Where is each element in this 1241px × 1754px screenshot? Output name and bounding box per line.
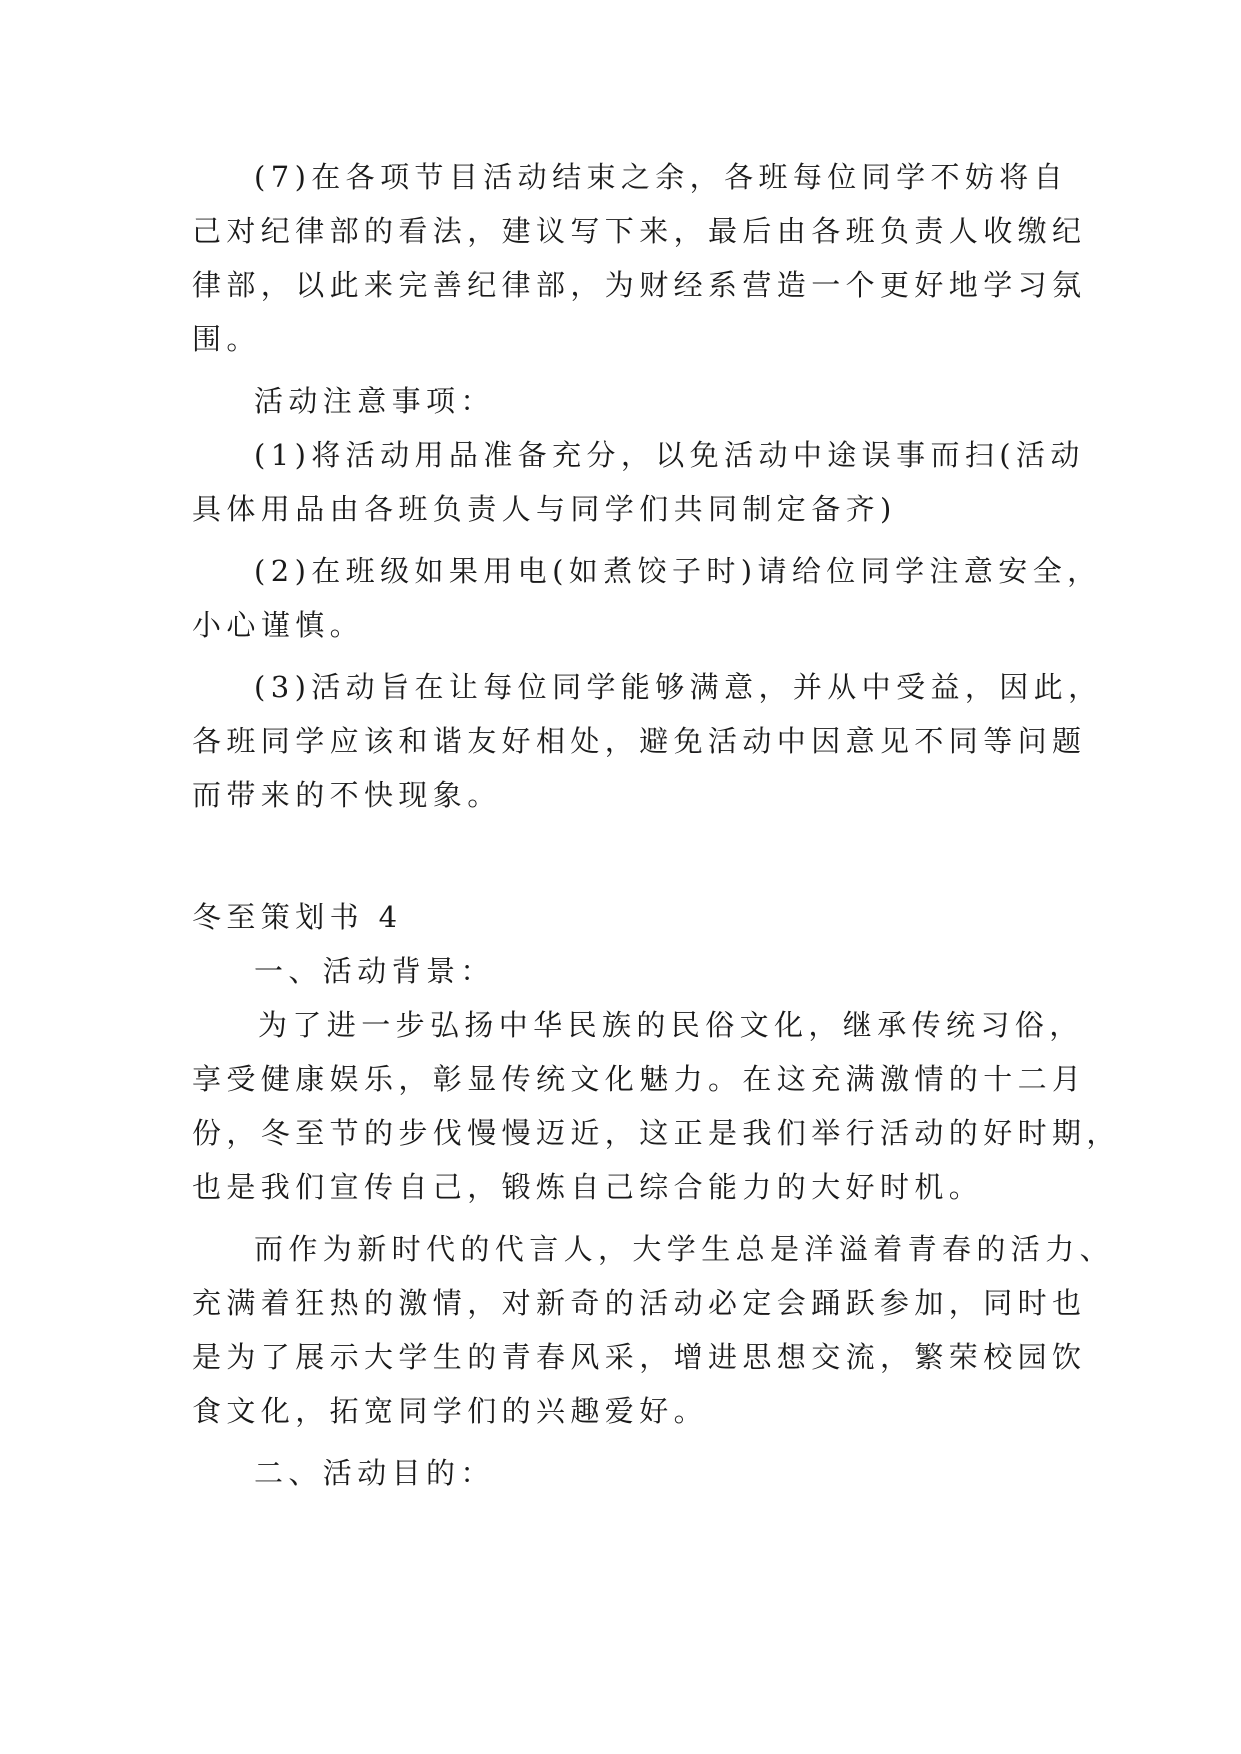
document-body (192, 150, 1121, 1500)
section-title: 冬至策划书 4 (192, 900, 403, 934)
paragraph-line: 也是我们宣传自己，锻炼自己综合能力的大好时机。 (192, 1170, 984, 1204)
background-heading: 一、活动背景： (254, 954, 495, 988)
paragraph-line: 份，冬至节的步伐慢慢迈近，这正是我们举行活动的好时期， (192, 1116, 1121, 1150)
paragraph-line: (2)在班级如果用电(如煮饺子时)请给位同学注意安全， (254, 554, 1102, 588)
paragraph-line: 是为了展示大学生的青春风采，增进思想交流，繁荣校园饮 (192, 1340, 1087, 1374)
paragraph-line: 小心谨慎。 (192, 608, 365, 642)
paragraph-line: 而作为新时代的代言人，大学生总是洋溢着青春的活力、 (254, 1232, 1115, 1266)
paragraph-line: 各班同学应该和谐友好相处，避免活动中因意见不同等问题 (192, 724, 1087, 758)
notice-heading: 活动注意事项： (254, 384, 495, 418)
paragraph-line: 律部，以此来完善纪律部，为财经系营造一个更好地学习氛 (192, 268, 1087, 302)
paragraph-line: 围。 (192, 322, 261, 356)
paragraph-line: (1)将活动用品准备充分，以免活动中途误事而扫(活动 (254, 438, 1085, 472)
paragraph-line: (3)活动旨在让每位同学能够满意，并从中受益，因此， (254, 670, 1103, 704)
paragraph-line: 为了进一步弘扬中华民族的民俗文化，继承传统习俗， (258, 1008, 1084, 1042)
paragraph-line: (7)在各项节目活动结束之余，各班每位同学不妨将自 (254, 160, 1069, 194)
paragraph-line: 己对纪律部的看法，建议写下来，最后由各班负责人收缴纪 (192, 214, 1087, 248)
goal-heading: 二、活动目的： (254, 1456, 495, 1490)
paragraph-line: 食文化，拓宽同学们的兴趣爱好。 (192, 1394, 709, 1428)
paragraph-line: 具体用品由各班负责人与同学们共同制定备齐) (192, 492, 897, 526)
paragraph-line: 充满着狂热的激情，对新奇的活动必定会踊跃参加，同时也 (192, 1286, 1087, 1320)
paragraph-line: 而带来的不快现象。 (192, 778, 502, 812)
paragraph-line: 享受健康娱乐，彰显传统文化魅力。在这充满激情的十二月 (192, 1062, 1087, 1096)
